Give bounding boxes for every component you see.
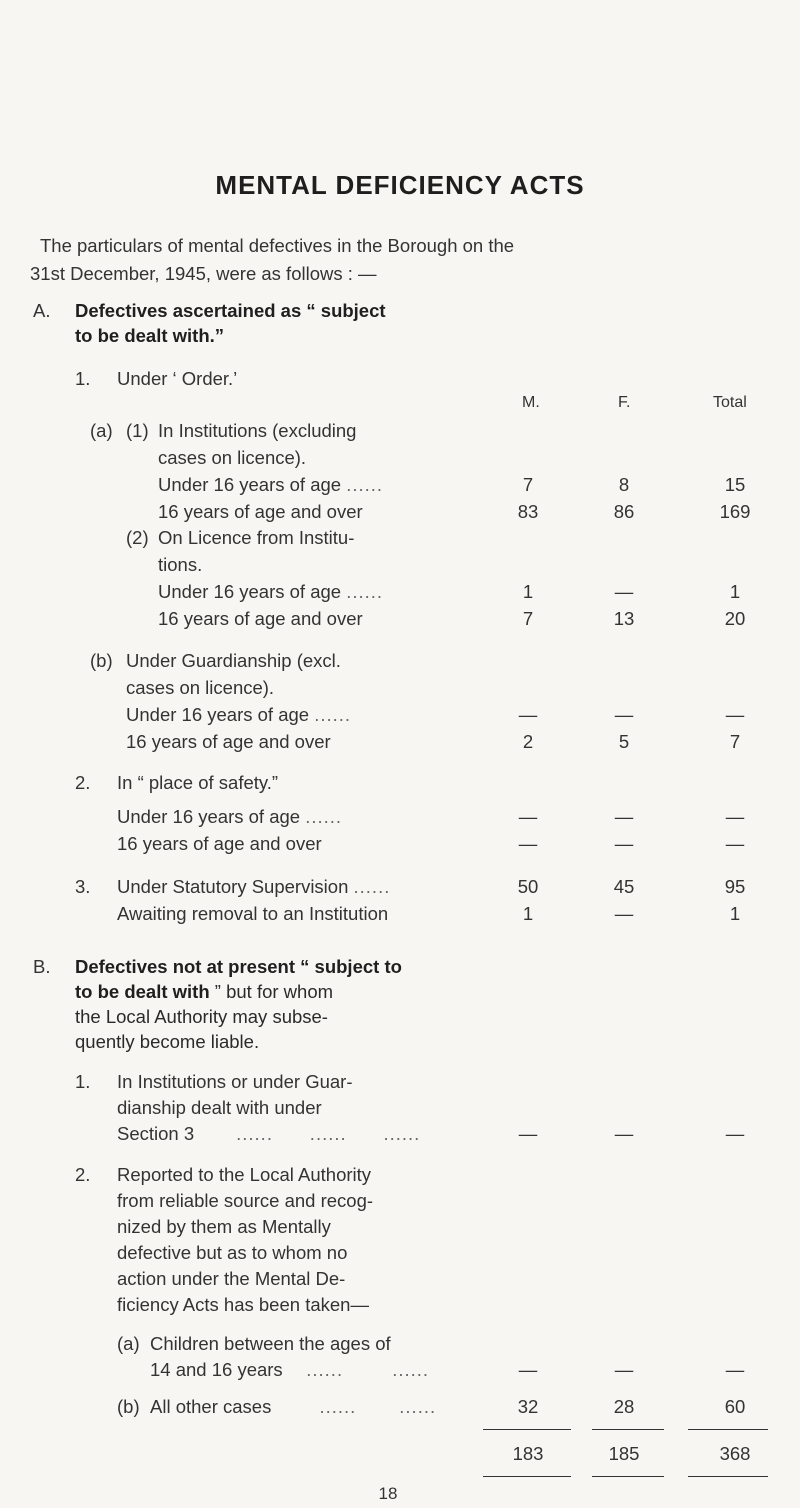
row-total: 1 <box>729 903 741 924</box>
section-b-item-2-a-label: (a) <box>117 1333 140 1354</box>
section-b-item-1-line-2: dianship dealt with under <box>117 1097 322 1118</box>
item-1-a2-line-2: tions. <box>158 554 203 575</box>
section-b-item-2-line-5: action under the Mental De- <box>117 1268 346 1289</box>
row-total: 15 <box>724 474 746 495</box>
section-a-item-2-num: 2. <box>75 772 91 793</box>
section-b-item-2-line-6: ficiency Acts has been taken— <box>117 1294 369 1315</box>
section-b-item-2-num: 2. <box>75 1164 91 1185</box>
total-rule-top <box>483 1429 571 1430</box>
row-label: Under 16 years of age ...... <box>117 806 343 827</box>
row-label: Awaiting removal to an Institution <box>117 903 389 924</box>
row-label: Under Statutory Supervision ...... <box>117 876 391 897</box>
row-m: — <box>518 806 538 827</box>
total-rule-bottom <box>483 1476 571 1477</box>
section-b-item-2-line-1: Reported to the Local Authority <box>117 1164 372 1185</box>
item-1-a-label: (a) <box>90 420 113 441</box>
row-m: 1 <box>522 903 534 924</box>
row-f: — <box>614 903 634 924</box>
row-m: 83 <box>517 501 539 522</box>
section-b-item-2-line-4: defective but as to whom no <box>117 1242 348 1263</box>
row-total: 95 <box>724 876 746 897</box>
row-f: — <box>614 806 634 827</box>
row-total: 1 <box>729 581 741 602</box>
row-label: 16 years of age and over <box>126 731 331 752</box>
section-b-item-2-b-line: All other cases ...... ...... <box>150 1396 437 1417</box>
section-a-item-3-num: 3. <box>75 876 91 897</box>
intro-line-1: The particulars of mental defectives in the Borough on the <box>40 235 515 256</box>
row-m: 1 <box>522 581 534 602</box>
row-f: 45 <box>613 876 635 897</box>
total-m: 183 <box>512 1443 544 1464</box>
row-m: 2 <box>522 731 534 752</box>
row-label: 16 years of age and over <box>158 608 363 629</box>
row-f: — <box>614 1123 634 1144</box>
row-f: — <box>614 581 634 602</box>
total-rule-bottom <box>592 1476 664 1477</box>
row-m: — <box>518 1123 538 1144</box>
section-a-item-1-num: 1. <box>75 368 91 389</box>
row-total: — <box>725 704 745 725</box>
row-total: — <box>725 806 745 827</box>
row-f: — <box>614 833 634 854</box>
item-1-a1-num: (1) <box>126 420 149 441</box>
header-f: F. <box>618 394 631 411</box>
row-m: — <box>518 704 538 725</box>
item-1-b-line-1: Under Guardianship (excl. <box>126 650 341 671</box>
section-b-item-2-a-line-2: 14 and 16 years ...... ...... <box>150 1359 430 1380</box>
row-f: 8 <box>618 474 630 495</box>
header-m: M. <box>522 394 540 411</box>
section-b-item-2-b-label: (b) <box>117 1396 140 1417</box>
row-total: 7 <box>729 731 741 752</box>
total-rule-top <box>688 1429 768 1430</box>
row-f: 86 <box>613 501 635 522</box>
row-total: 60 <box>724 1396 746 1417</box>
section-a-heading-1: Defectives ascertained as “ subject <box>75 300 386 321</box>
section-b-item-1-num: 1. <box>75 1071 91 1092</box>
row-total: — <box>725 1359 745 1380</box>
intro-line-2: 31st December, 1945, were as follows : — <box>30 263 377 284</box>
item-1-b-line-2: cases on licence). <box>126 677 275 698</box>
section-b-heading-3: the Local Authority may subse- <box>75 1006 328 1027</box>
section-b-item-2-line-2: from reliable source and recog- <box>117 1190 374 1211</box>
header-total: Total <box>713 394 747 411</box>
row-f: 28 <box>613 1396 635 1417</box>
row-m: 50 <box>517 876 539 897</box>
row-f: — <box>614 704 634 725</box>
row-label: Under 16 years of age ...... <box>158 474 384 495</box>
total-rule-top <box>592 1429 664 1430</box>
total-rule-bottom <box>688 1476 768 1477</box>
item-1-a1-line-1: In Institutions (excluding <box>158 420 357 441</box>
section-b-heading-2: to be dealt with ” but for whom <box>75 981 334 1002</box>
section-a-letter: A. <box>33 300 51 321</box>
row-total: — <box>725 833 745 854</box>
page-number: 18 <box>378 1484 398 1503</box>
row-label: 16 years of age and over <box>158 501 363 522</box>
row-label: 16 years of age and over <box>117 833 322 854</box>
row-f: 5 <box>618 731 630 752</box>
item-1-a2-line-1: On Licence from Institu- <box>158 527 355 548</box>
item-1-a1-line-2: cases on licence). <box>158 447 307 468</box>
page-title: MENTAL DEFICIENCY ACTS <box>215 170 585 200</box>
total-f: 185 <box>608 1443 640 1464</box>
row-m: — <box>518 1359 538 1380</box>
row-m: 7 <box>522 608 534 629</box>
section-b-item-2-a-line-1: Children between the ages of <box>150 1333 391 1354</box>
row-total: — <box>725 1123 745 1144</box>
item-1-b-label: (b) <box>90 650 113 671</box>
row-total: 20 <box>724 608 746 629</box>
section-b-item-1-line-1: In Institutions or under Guar- <box>117 1071 353 1092</box>
section-a-item-2-label: In “ place of safety.” <box>117 772 279 793</box>
row-f: — <box>614 1359 634 1380</box>
section-b-heading-4: quently become liable. <box>75 1031 260 1052</box>
section-a-heading-2: to be dealt with.” <box>75 325 225 346</box>
section-b-item-1-line-3: Section 3 ...... ...... ...... <box>117 1123 421 1144</box>
row-label: Under 16 years of age ...... <box>158 581 384 602</box>
row-m: 7 <box>522 474 534 495</box>
total-total: 368 <box>719 1443 751 1464</box>
section-b-item-2-line-3: nized by them as Mentally <box>117 1216 331 1237</box>
section-b-letter: B. <box>33 956 51 977</box>
row-m: — <box>518 833 538 854</box>
section-a-item-1-label: Under ‘ Order.’ <box>117 368 238 389</box>
section-b-heading-1: Defectives not at present “ subject to <box>75 956 402 977</box>
row-label: Under 16 years of age ...... <box>126 704 352 725</box>
row-total: 169 <box>719 501 751 522</box>
row-f: 13 <box>613 608 635 629</box>
item-1-a2-num: (2) <box>126 527 149 548</box>
row-m: 32 <box>517 1396 539 1417</box>
